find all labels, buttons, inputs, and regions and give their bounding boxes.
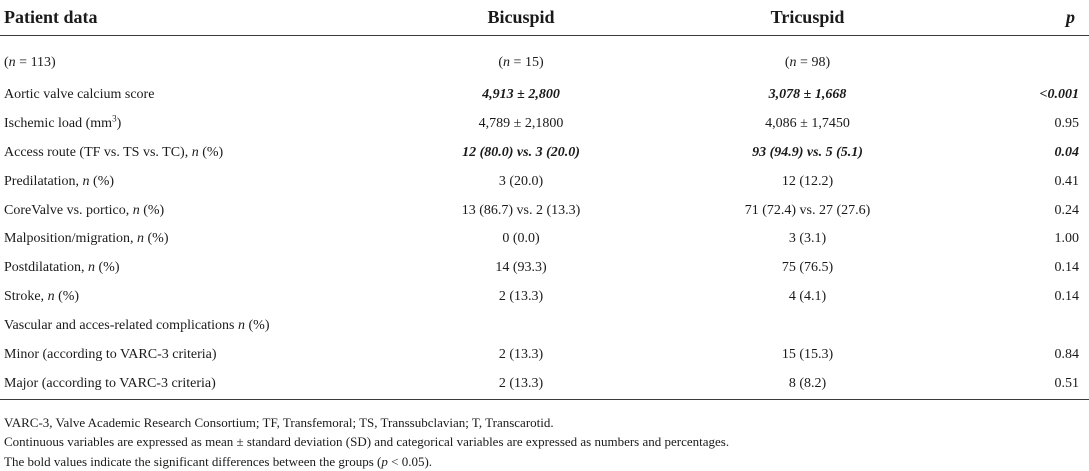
tricuspid-cell: 3 (3.1) <box>788 231 827 247</box>
table-row <box>0 167 1089 196</box>
bicuspid-cell: 4,913 ± 2,800 <box>482 87 560 103</box>
bicuspid-cell: 3 (20.0) <box>498 173 544 189</box>
bicuspid-cell: 12 (80.0) vs. 3 (20.0) <box>462 144 580 160</box>
tricuspid-cell: 93 (94.9) vs. 5 (5.1) <box>752 144 863 160</box>
p-cell: 1.00 <box>1054 231 1079 247</box>
tricuspid-cell: (n = 98) <box>784 54 831 70</box>
bicuspid-cell: 13 (86.7) vs. 2 (13.3) <box>461 202 581 218</box>
footnote-variables: Continuous variables are expressed as mean ± standard deviation (SD) and categorical variables are expressed as numbers and percentages. <box>4 434 730 450</box>
row-label: Malposition/migration, n (%) <box>4 231 169 247</box>
table-row <box>0 81 1089 110</box>
bicuspid-cell: 2 (13.3) <box>498 288 544 304</box>
table-row <box>0 340 1089 369</box>
tricuspid-cell: 71 (72.4) vs. 27 (27.6) <box>744 202 871 218</box>
p-cell: 0.51 <box>953 369 1089 400</box>
footnote-abbreviations: VARC-3, Valve Academic Research Consortium; TF, Transfemoral; TS, Transsubclavian; T, Transcarotid. <box>4 415 554 430</box>
row-label: Ischemic load $(mm^3)$ <box>4 113 122 132</box>
table-row <box>0 196 1089 225</box>
p-cell: 0.14 <box>1054 288 1079 304</box>
table-footnotes <box>4 413 729 471</box>
row-label: Predilatation, n (%) <box>4 173 115 189</box>
tricuspid-cell: 8 (8.2) <box>662 369 953 400</box>
tricuspid-cell: 15 (15.3) <box>781 346 834 362</box>
p-cell <box>953 311 1089 340</box>
tricuspid-cell: 4,086 ± 1,7450 <box>765 116 850 132</box>
header-tricuspid: Tricuspid <box>662 0 953 36</box>
table-row <box>0 311 1089 340</box>
bicuspid-cell: 0 (0.0) <box>502 231 540 247</box>
row-label: (n = 113) <box>4 54 56 70</box>
row-label: Access route (TF vs. TS vs. TC), n (%) <box>4 144 224 160</box>
bicuspid-cell: 2 (13.3) <box>498 346 544 362</box>
table-row <box>0 254 1089 283</box>
table-row <box>0 369 1089 400</box>
bicuspid-cell: 2 (13.3) <box>380 369 662 400</box>
row-label: Major (according to VARC-3 criteria) <box>0 369 380 400</box>
bicuspid-cell: 14 (93.3) <box>495 260 547 276</box>
header-bicuspid: Bicuspid <box>380 0 662 36</box>
table-row <box>0 225 1089 254</box>
header-patient-data: Patient data <box>0 0 380 36</box>
table-row <box>0 283 1089 312</box>
p-cell: <0.001 <box>1039 87 1079 103</box>
row-label: Aortic valve calcium score <box>4 87 155 103</box>
header-p: p <box>953 0 1089 36</box>
tricuspid-cell: 4 (4.1) <box>788 288 827 304</box>
row-label: Vascular and acces-related complications n (%) <box>4 317 270 333</box>
bicuspid-cell: (n = 15) <box>498 54 544 70</box>
row-label: Minor (according to VARC-3 criteria) <box>4 346 217 362</box>
row-label: Postdilatation, n (%) <box>4 260 120 276</box>
bicuspid-cell: 4,789 ± 2,1800 <box>478 116 564 132</box>
header-row <box>0 0 1089 36</box>
p-cell: 0.14 <box>1054 260 1079 276</box>
tricuspid-cell: 75 (76.5) <box>781 260 834 276</box>
table-row <box>0 110 1089 139</box>
tricuspid-cell <box>662 311 953 340</box>
p-cell: 0.95 <box>1054 116 1079 132</box>
tricuspid-cell: 12 (12.2) <box>781 173 834 189</box>
row-label: Stroke, n (%) <box>4 288 80 304</box>
footnote-bold: The bold values indicate the significant differences between the groups (p < 0.05). <box>4 453 433 469</box>
p-cell: 0.04 <box>1054 144 1079 160</box>
table-row <box>0 139 1089 168</box>
table-row <box>0 36 1089 82</box>
p-cell: 0.84 <box>1054 346 1079 362</box>
p-cell: 0.41 <box>1054 173 1079 189</box>
tricuspid-cell: 3,078 ± 1,668 <box>768 87 847 103</box>
row-label: CoreValve vs. portico, n (%) <box>4 202 165 218</box>
p-cell: 0.24 <box>1054 202 1079 218</box>
p-cell <box>953 36 1089 82</box>
